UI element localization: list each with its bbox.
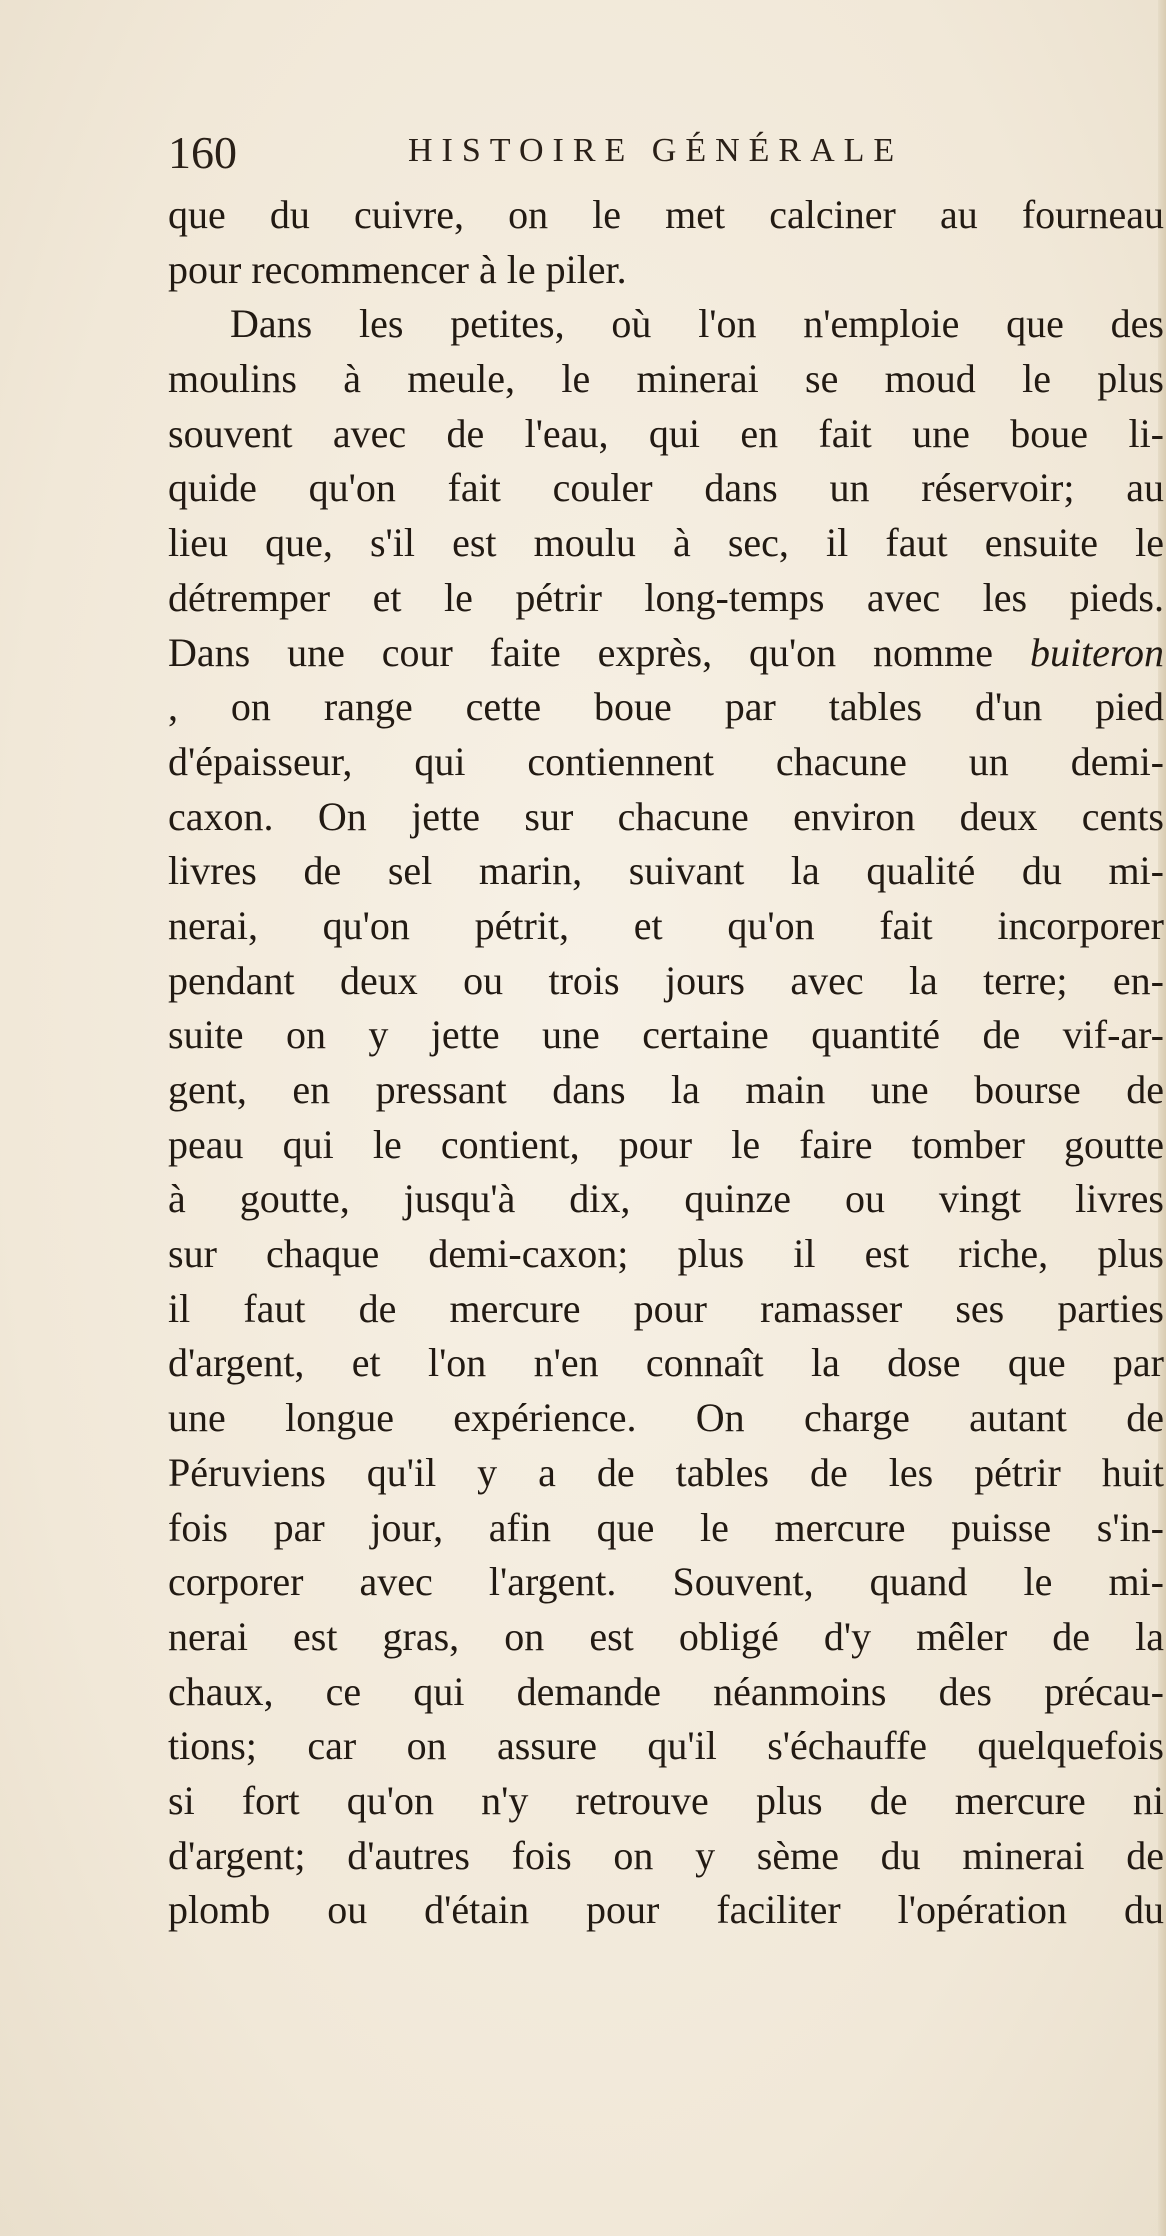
text-line: corporer avec l'argent. Souvent, quand le mi-: [168, 1559, 1164, 1605]
text-line: nerai, qu'on pétrit, et qu'on fait incorporer: [168, 902, 1164, 948]
text-line: [168, 626, 1164, 681]
text-line: sur chaque demi-caxon; plus il est riche, plus: [168, 1231, 1164, 1277]
italic-term: buiteron: [1029, 629, 1165, 675]
text-line: peau qui le contient, pour le faire tomber goutte: [168, 1121, 1164, 1167]
page-number: 160: [168, 127, 237, 178]
text-line: souvent avec de l'eau, qui en fait une boue li-: [168, 410, 1164, 456]
text-line: suite on y jette une certaine quantité de vif-ar-: [168, 1012, 1164, 1058]
running-head: HISTOIRE GÉNÉRALE: [408, 132, 904, 169]
text-line: si fort qu'on n'y retrouve plus de mercure ni: [168, 1777, 1164, 1823]
text-line: moulins à meule, le minerai se moud le plus: [168, 356, 1164, 402]
text-line: Dans les petites, où l'on n'emploie que des: [230, 301, 1164, 347]
text-line: nerai est gras, on est obligé d'y mêler de la: [168, 1613, 1164, 1659]
text-line: d'argent; d'autres fois on y sème du minerai de: [168, 1832, 1164, 1878]
text-line: Péruviens qu'il y a de tables de les pétrir huit: [168, 1449, 1164, 1495]
text-line: une longue expérience. On charge autant de: [168, 1395, 1164, 1441]
text-line: d'épaisseur, qui contiennent chacune un demi-: [168, 738, 1164, 784]
text-line: , on range cette boue par tables d'un pied: [168, 684, 1164, 730]
text-line: lieu que, s'il est moulu à sec, il faut ensuite le: [168, 520, 1164, 566]
text-line: tions; car on assure qu'il s'échauffe quelquefois: [168, 1723, 1164, 1769]
text-line: il faut de mercure pour ramasser ses parties: [168, 1285, 1164, 1331]
text-line: gent, en pressant dans la main une bourse de: [168, 1067, 1164, 1112]
text-line: à goutte, jusqu'à dix, quinze ou vingt livres: [168, 1176, 1164, 1222]
text-line: livres de sel marin, suivant la qualité du mi-: [168, 848, 1164, 894]
text-line: pour recommencer à le piler.: [168, 246, 627, 292]
text-line: détremper et le pétrir long-temps avec les pieds.: [168, 574, 1164, 620]
text-line: chaux, ce qui demande néanmoins des précau-: [168, 1668, 1164, 1714]
text-line: d'argent, et l'on n'en connaît la dose que par: [168, 1340, 1164, 1386]
text-line: pendant deux ou trois jours avec la terre; en-: [168, 957, 1164, 1003]
text-line: fois par jour, afin que le mercure puisse s'in-: [168, 1504, 1164, 1550]
text-fragment: Dans une cour faite exprès, qu'on nomme: [168, 629, 994, 675]
body-text: [168, 188, 1164, 1938]
text-line: que du cuivre, on le met calciner au fourneau: [168, 192, 1164, 237]
text-line: plomb ou d'étain pour faciliter l'opération du: [168, 1887, 1164, 1933]
text-line: caxon. On jette sur chacune environ deux cents: [168, 793, 1164, 839]
text-line: quide qu'on fait couler dans un réservoir; au: [168, 465, 1164, 511]
page-header: [168, 118, 1158, 188]
